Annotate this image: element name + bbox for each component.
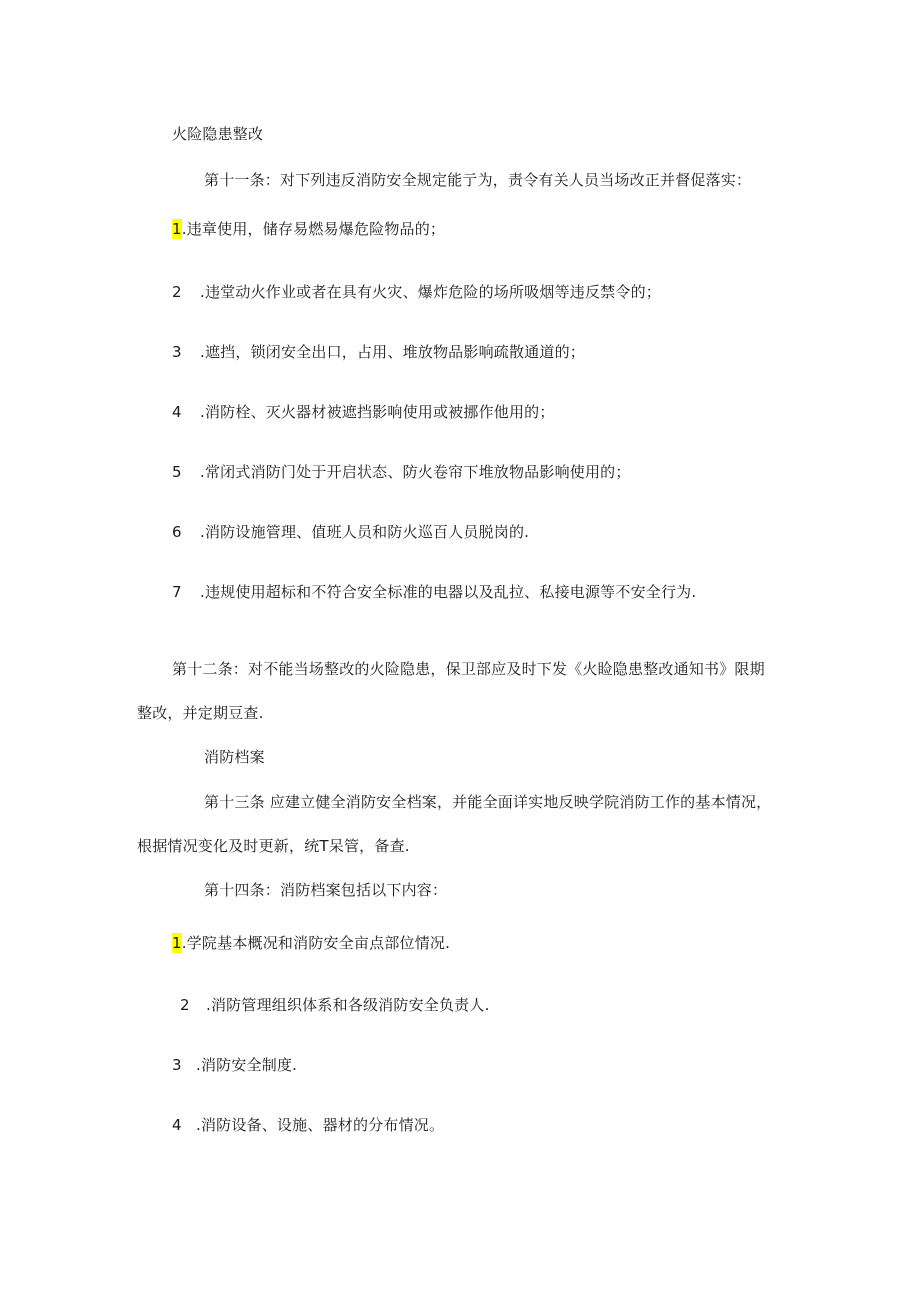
list-item: [172, 933, 450, 953]
item-text: .学院基本概况和消防安全亩点部位情况.: [181, 934, 451, 952]
item-number: 6: [172, 523, 182, 541]
item-text: .常闭式消防门处于开启状态、防火卷帘下堆放物品影响使用的；: [200, 463, 631, 481]
item-text: .违规使用超标和不符合安全标准的电器以及乱拉、私接电源等不安全行为.: [200, 583, 697, 601]
item-text: .消防安全制度.: [196, 1056, 298, 1074]
list-item: [180, 995, 490, 1015]
article-13-line-1: 第十三条 应建立健全消防安全档案，并能全面详实地反映学院消防工作的基本情况，: [204, 793, 772, 811]
section-title-fire-hazard: 火险隐患整改: [172, 125, 264, 143]
item-number: 3: [172, 1056, 182, 1074]
item-text: .遮挡，锁闭安全出口，占用、堆放物品影响疏散通道的；: [200, 343, 585, 361]
item-text: .违堂动火作业或者在具有火灾、爆炸危险的场所吸烟等违反禁令的；: [200, 283, 661, 301]
item-number: 7: [172, 583, 182, 601]
article-14: 第十四条：消防档案包括以下内容：: [204, 881, 448, 899]
item-number: 2: [180, 996, 190, 1014]
item-number: 3: [172, 343, 182, 361]
item-text: .消防栓、灭火器材被遮挡影响使用或被挪作他用的；: [200, 403, 555, 421]
item-number-highlighted: 1: [172, 934, 182, 952]
list-item: [172, 219, 445, 239]
item-number: 4: [172, 403, 182, 421]
list-item: [172, 522, 529, 542]
item-text: .消防设备、设施、器材的分布情况。: [196, 1116, 445, 1134]
item-number: 5: [172, 463, 182, 481]
list-item: [172, 342, 585, 362]
list-item: [172, 402, 555, 422]
item-text: .消防设施管理、值班人员和防火巡百人员脱岗的.: [200, 523, 530, 541]
article-13-line-2: 根据情况变化及时更新，统T呆管，备查.: [137, 837, 410, 855]
list-item: [172, 282, 661, 302]
list-item: [172, 1115, 444, 1135]
list-item: [172, 462, 631, 482]
article-11: 第十一条：对下列违反消防安全规定能亍为，责令有关人员当场改正并督促落实：: [204, 171, 752, 189]
item-number: 4: [172, 1116, 182, 1134]
item-number-highlighted: 1: [172, 220, 182, 238]
section-title-fire-archive: 消防档案: [204, 748, 265, 766]
item-text: .消防管理组织体系和各级消防安全负责人.: [206, 996, 490, 1014]
list-item: [172, 1055, 297, 1075]
list-item: [172, 582, 696, 602]
item-number: 2: [172, 283, 182, 301]
item-text: .违章使用，储存易燃易爆危险物品的；: [181, 220, 446, 238]
article-12-line-2: 整改，并定期豆查.: [137, 704, 264, 722]
article-12-line-1: 第十二条：对不能当场整改的火险隐患，保卫部应及时下发《火睑隐患整改通知书》限期: [172, 660, 765, 678]
